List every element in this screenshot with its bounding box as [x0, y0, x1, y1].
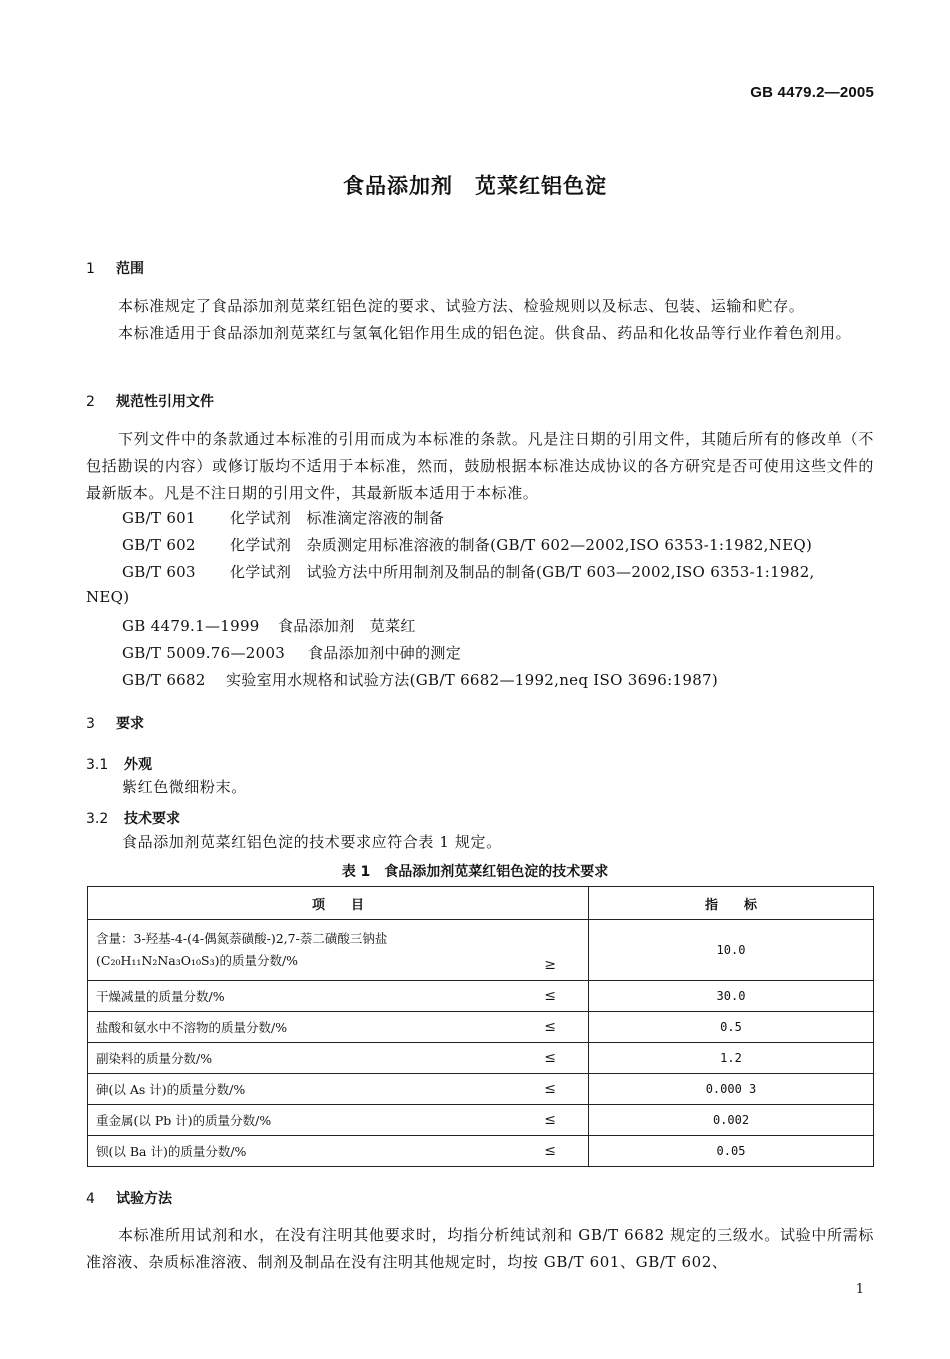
section-number: 4 [86, 1191, 95, 1207]
item-cell [88, 1074, 589, 1105]
table-row [88, 1074, 874, 1105]
comparison-symbol: ≤ [544, 1112, 556, 1128]
scope-paragraph-1: 本标准规定了食品添加剂苋菜红铝色淀的要求、试验方法、检验规则以及标志、包装、运输和贮存。 [118, 297, 805, 315]
reference-continuation: NEQ) [86, 588, 130, 606]
item-cell [88, 920, 589, 981]
table-header-row [88, 887, 874, 920]
reference-code: GB/T 601 [122, 509, 196, 527]
section-3-2-heading [86, 808, 180, 828]
table-row [88, 1012, 874, 1043]
tech-req-text: 食品添加剂苋菜红铝色淀的技术要求应符合表 1 规定。 [122, 833, 502, 851]
item-text: 砷(以 As 计)的质量分数/% [96, 1082, 246, 1097]
value-cell: 10.0 [589, 920, 874, 981]
section-title: 规范性引用文件 [116, 394, 214, 410]
reference-code: GB/T 6682 [122, 671, 206, 689]
item-line: (C₂₀H₁₁N₂Na₃O₁₀S₃)的质量分数/% [96, 953, 299, 968]
section-1-heading [86, 258, 144, 278]
reference-item [86, 561, 815, 606]
scope-paragraph-2: 本标准适用于食品添加剂苋菜红与氢氧化铝作用生成的铝色淀。供食品、药品和化妆品等行业作着色剂用。 [118, 324, 852, 342]
comparison-symbol: ≤ [544, 1081, 556, 1097]
header-value: 指 标 [589, 887, 874, 920]
item-text: 干燥减量的质量分数/% [96, 989, 225, 1004]
item-text: 副染料的质量分数/% [96, 1051, 213, 1066]
reference-code: GB 4479.1—1999 [122, 617, 260, 635]
comparison-symbol: ≤ [544, 1019, 556, 1035]
item-cell [88, 981, 589, 1012]
section-title: 技术要求 [124, 811, 180, 827]
section-title: 外观 [124, 757, 152, 773]
section-title: 范围 [116, 261, 144, 277]
reference-item [122, 642, 461, 663]
value-cell: 1.2 [589, 1043, 874, 1074]
reference-item [122, 507, 444, 528]
item-cell [88, 1012, 589, 1043]
item-text: 重金属(以 Pb 计)的质量分数/% [96, 1113, 272, 1128]
reference-item [122, 615, 416, 636]
reference-code: GB/T 602 [122, 536, 196, 554]
section-number: 3.1 [86, 757, 109, 773]
item-text: 盐酸和氨水中不溶物的质量分数/% [96, 1020, 288, 1035]
page-number: 1 [855, 1282, 864, 1297]
table-row [88, 1105, 874, 1136]
item-line: 含量：3-羟基-4-(4-偶氮萘磺酸-)2,7-萘二磺酸三钠盐 [96, 931, 388, 946]
item-cell [88, 1136, 589, 1167]
table-row [88, 920, 874, 981]
reference-text: 化学试剂 试验方法中所用制剂及制品的制备(GB/T 603—2002,ISO 6353-1:1982, [230, 563, 815, 581]
reference-text: 化学试剂 杂质测定用标准溶液的制备(GB/T 602—2002,ISO 6353-1:1982,NEQ) [230, 536, 813, 554]
value-cell: 0.05 [589, 1136, 874, 1167]
appearance-text: 紫红色微细粉末。 [122, 778, 247, 796]
section-title: 试验方法 [116, 1191, 172, 1207]
table-row [88, 1136, 874, 1167]
section-number: 1 [86, 261, 95, 277]
item-text: 钡(以 Ba 计)的质量分数/% [96, 1144, 247, 1159]
spec-table [87, 886, 874, 1167]
value-cell: 0.002 [589, 1105, 874, 1136]
reference-text: 化学试剂 标准滴定溶液的制备 [230, 509, 445, 527]
item-cell [88, 1105, 589, 1136]
reference-text: 实验室用水规格和试验方法(GB/T 6682—1992,neq ISO 3696:1987) [226, 671, 719, 689]
reference-code: GB/T 603 [122, 563, 196, 581]
value-cell: 0.5 [589, 1012, 874, 1043]
item-cell [88, 1043, 589, 1074]
reference-item [122, 534, 812, 555]
section-3-heading [86, 713, 144, 733]
comparison-symbol: ≤ [544, 1143, 556, 1159]
section-3-1-heading [86, 754, 152, 774]
table-row [88, 981, 874, 1012]
references-intro: 下列文件中的条款通过本标准的引用而成为本标准的条款。凡是注日期的引用文件，其随后所有的修改单（不包括勘误的内容）或修订版均不适用于本标准，然而，鼓励根据本标准达成协议的各方研究是否可使用这些文件的最新版本。凡是不注日期的引用文件，其最新版本适用于本标准。 [86, 430, 874, 502]
comparison-symbol: ≥ [544, 957, 556, 973]
header-item: 项 目 [88, 887, 589, 920]
table-caption: 表 1 食品添加剂苋菜红铝色淀的技术要求 [341, 864, 609, 880]
standard-code: GB 4479.2—2005 [750, 84, 874, 101]
section-2-heading [86, 391, 214, 411]
section-title: 要求 [116, 716, 144, 732]
value-cell: 0.000 3 [589, 1074, 874, 1105]
section-4-heading [86, 1188, 172, 1208]
page-title: 食品添加剂 苋菜红铝色淀 [343, 174, 607, 198]
comparison-symbol: ≤ [544, 988, 556, 1004]
comparison-symbol: ≤ [544, 1050, 556, 1066]
section-number: 2 [86, 394, 95, 410]
section-number: 3.2 [86, 811, 109, 827]
reference-text: 食品添加剂中砷的测定 [308, 644, 462, 662]
table-row [88, 1043, 874, 1074]
section-number: 3 [86, 716, 95, 732]
reference-text: 食品添加剂 苋菜红 [278, 617, 416, 635]
value-cell: 30.0 [589, 981, 874, 1012]
reference-code: GB/T 5009.76—2003 [122, 644, 286, 662]
reference-item [122, 669, 718, 690]
test-methods-paragraph: 本标准所用试剂和水，在没有注明其他要求时，均指分析纯试剂和 GB/T 6682 规定的三级水。试验中所需标准溶液、杂质标准溶液、制剂及制品在没有注明其他规定时，均按 GB/T 601、GB/T 602、 [86, 1226, 874, 1271]
